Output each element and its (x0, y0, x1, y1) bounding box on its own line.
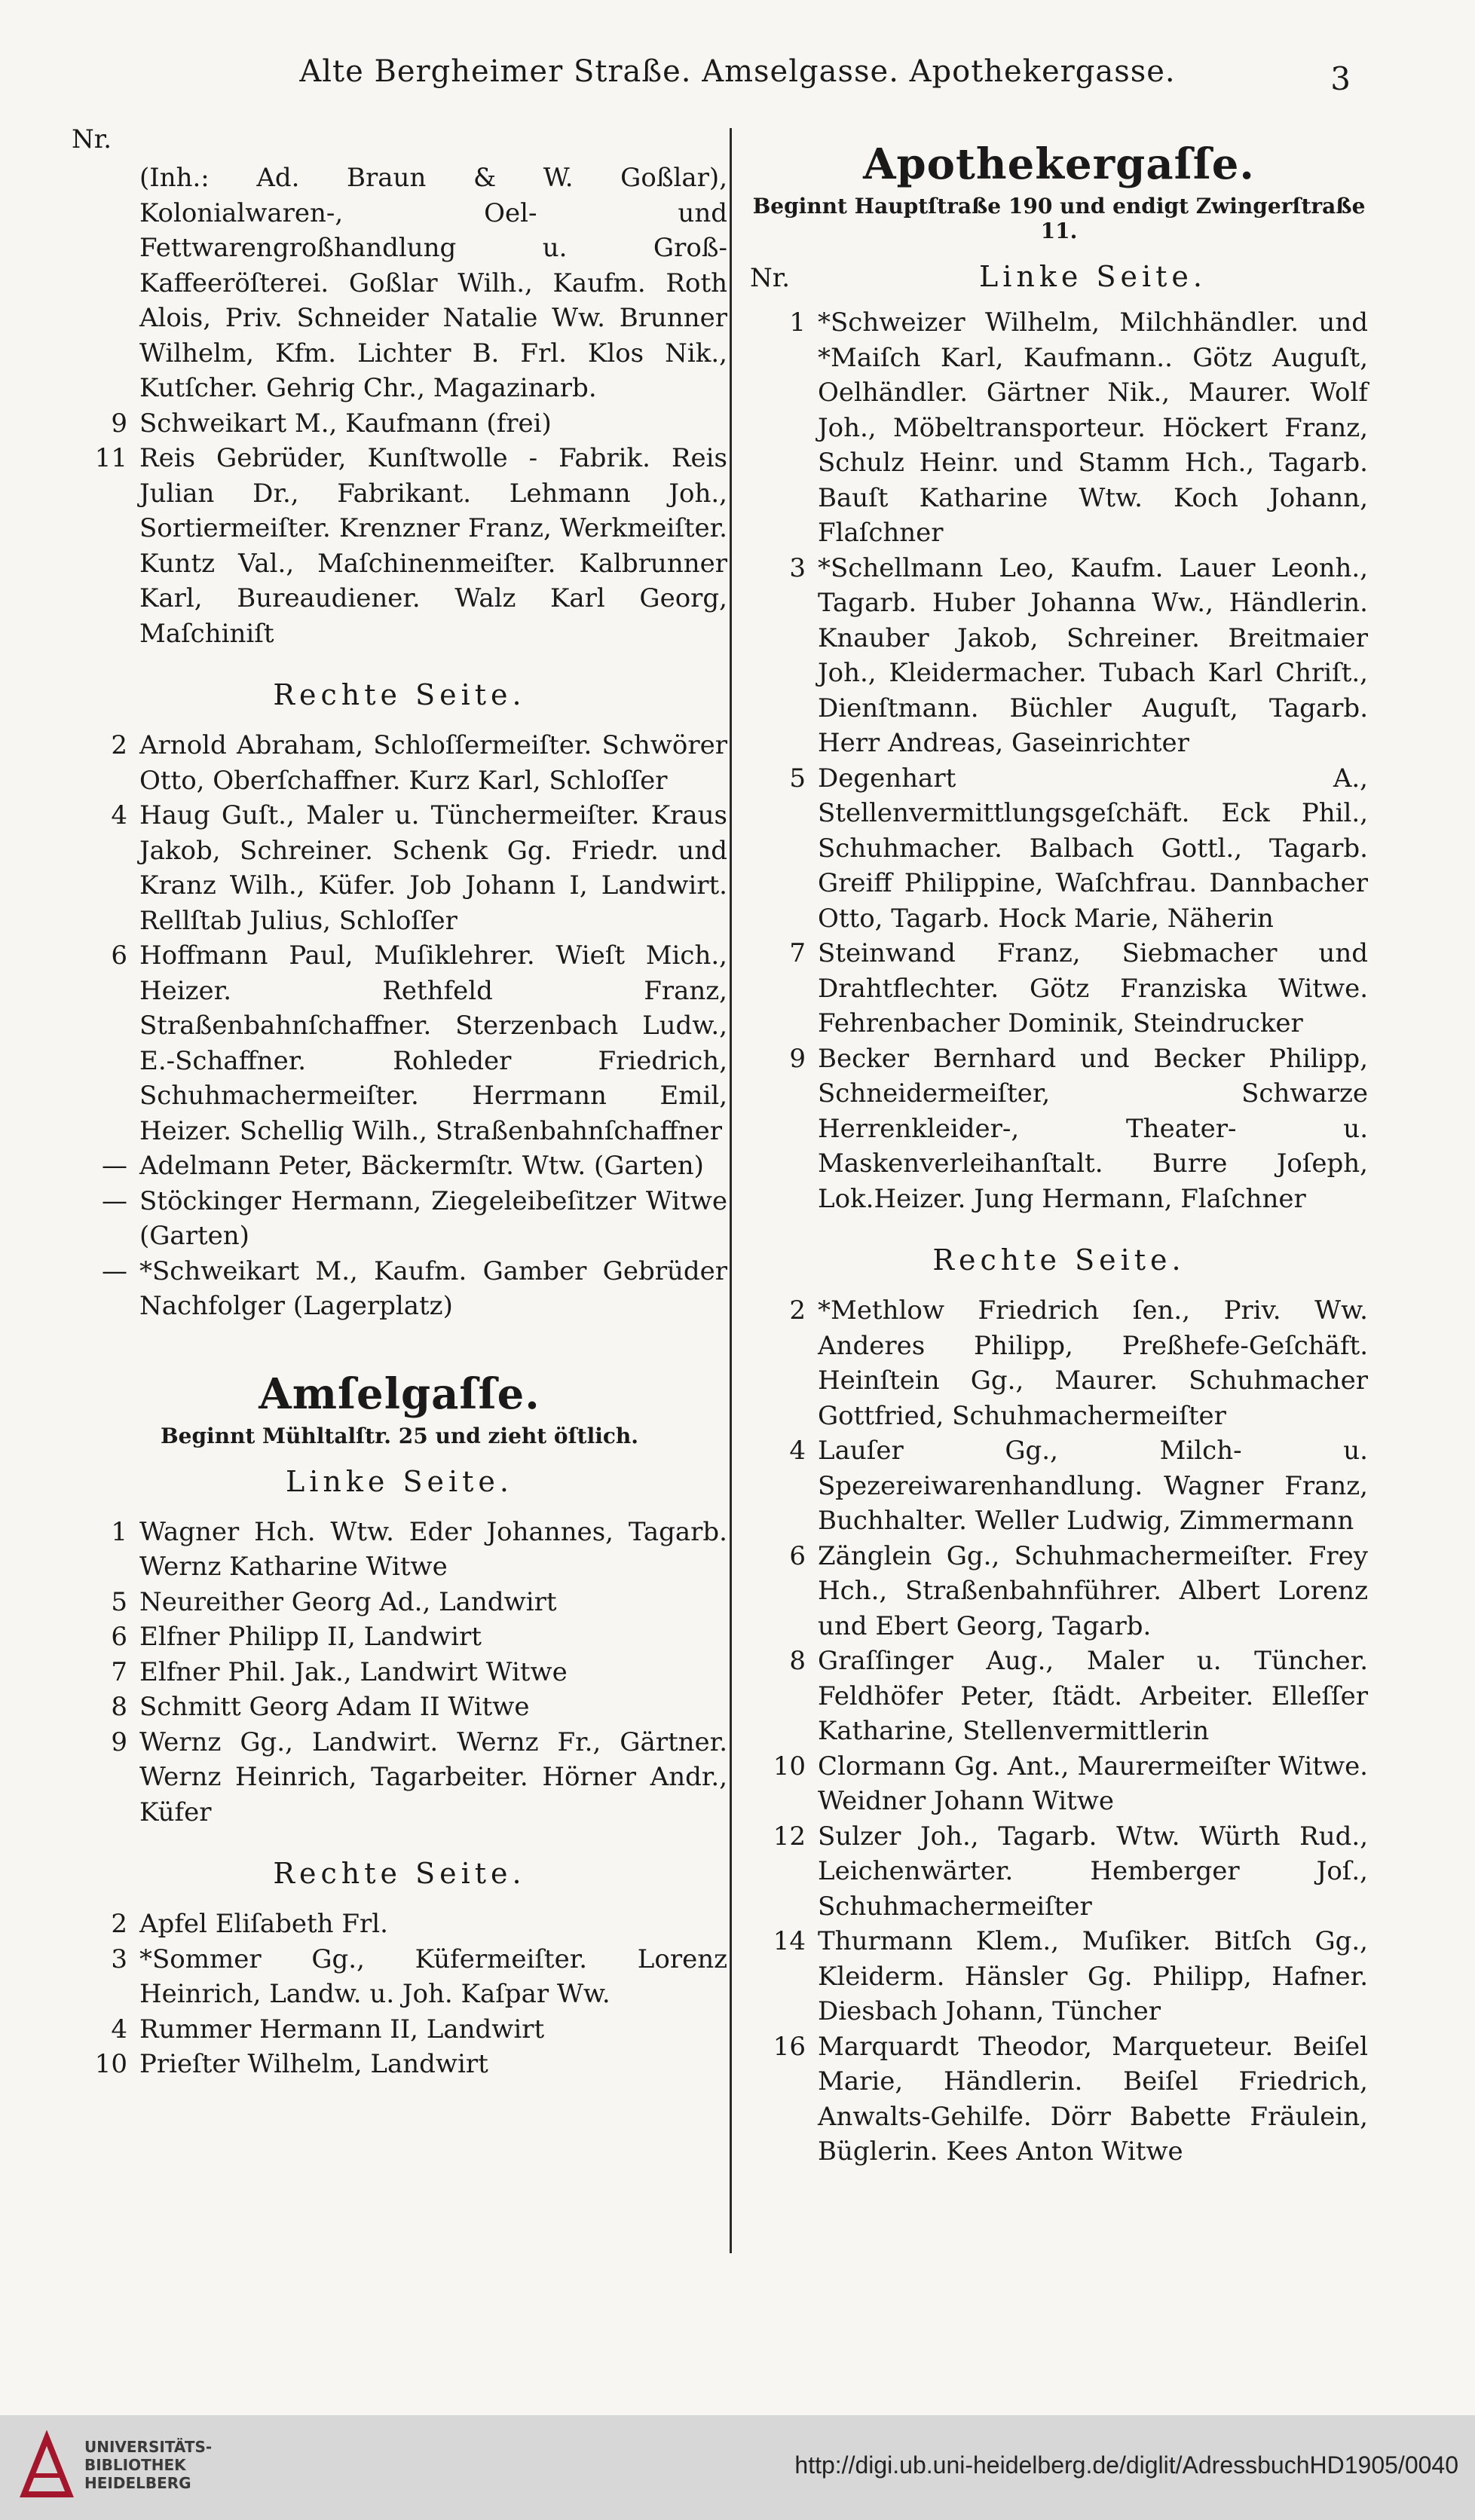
house-number: — (102, 1255, 127, 1286)
house-number: 4 (111, 2014, 127, 2044)
house-number: 2 (111, 730, 127, 760)
house-number: 7 (111, 1656, 127, 1687)
residents-text: Thurmann Klem., Muſiker. Bitſch Gg., Kleiderm. Hänsler Gg. Philipp, Hafner. Diesbach Johann, Tüncher (818, 1926, 1368, 2026)
library-seal-icon (17, 2430, 77, 2506)
house-number: 3 (789, 552, 806, 583)
house-number: 3 (111, 1944, 127, 1974)
address-entry (750, 2029, 1368, 2170)
rechte-seite-list (72, 728, 727, 1324)
column-divider (730, 128, 732, 2253)
address-entry (72, 1907, 727, 1942)
house-number: 2 (111, 1909, 127, 1939)
address-entry (750, 1819, 1368, 1925)
address-entry (72, 1585, 727, 1620)
residents-text: *Schweikart M., Kaufm. Gamber Gebrüder Nachfolger (Lagerplatz) (139, 1255, 727, 1321)
amselgasse-linke-heading: Linke Seite. (286, 1464, 513, 1498)
right-column (750, 124, 1368, 2170)
address-entry (72, 406, 727, 442)
residents-text: Graſſinger Aug., Maler u. Tüncher. Feldhöfer Peter, ſtädt. Arbeiter. Elleſſer Katharine, Stellenvermittlerin (818, 1646, 1368, 1746)
address-entry (72, 1515, 727, 1585)
rechte-seite-heading: Rechte Seite. (273, 678, 526, 711)
house-number (72, 161, 139, 406)
residents-text: Elfner Philipp II, Landwirt (139, 1622, 482, 1652)
residents-text: *Schweizer Wilhelm, Milchhändler. und *Maiſch Karl, Kaufmann.. Götz Auguſt, Oelhändler. Gärtner Nik., Maurer. Wolf Joh., Möbeltransporteur. Höckert Franz, Schulz Heinr. und Stamm Hch., Tagarb. Bauſt Katharine Wtw. Koch Johann, Flaſchner (818, 307, 1368, 548)
residents-text: Adelmann Peter, Bäckermſtr. Wtw. (Garten) (139, 1151, 704, 1181)
amselgasse-title: Amſelgaſſe. (259, 1369, 540, 1419)
apothekergasse-linke-list (750, 305, 1368, 1216)
house-number: 11 (94, 443, 127, 473)
address-entry (750, 551, 1368, 761)
address-entry (72, 1942, 727, 2012)
house-number: 9 (111, 408, 127, 439)
house-number: 6 (789, 1540, 806, 1571)
address-entry (750, 1539, 1368, 1644)
institution-line: BIBLIOTHEK (84, 2456, 186, 2474)
residents-text: Elfner Phil. Jak., Landwirt Witwe (139, 1656, 568, 1687)
apothekergasse-title: Apothekergaſſe. (863, 139, 1255, 189)
house-number: — (102, 1151, 127, 1181)
house-number: 6 (111, 1622, 127, 1652)
nr-label: Nr. (72, 124, 112, 154)
house-number: 1 (111, 1516, 127, 1547)
residents-text: Wagner Hch. Wtw. Eder Johannes, Tagarb. Wernz Katharine Witwe (139, 1516, 727, 1582)
nr-label: Nr. (750, 263, 791, 293)
address-entry (72, 798, 727, 938)
continuation-list (72, 161, 727, 651)
house-number: 4 (111, 800, 127, 830)
residents-text: Clormann Gg. Ant., Maurermeiſter Witwe. Weidner Johann Witwe (818, 1751, 1368, 1816)
residents-text: Apfel Eliſabeth Frl. (139, 1909, 388, 1939)
apothekergasse-subtitle: Beginnt Hauptſtraße 190 und endigt Zwingerſtraße 11. (752, 194, 1366, 243)
residents-text: Schmitt Georg Adam II Witwe (139, 1692, 530, 1722)
residents-text: Sulzer Joh., Tagarb. Wtw. Würth Rud., Leichenwärter. Hemberger Joſ., Schuhmachermeiſter (818, 1821, 1368, 1922)
residents-text: Arnold Abraham, Schloſſermeiſter. Schwörer Otto, Oberſchaffner. Kurz Karl, Schloſſer (139, 730, 727, 796)
house-number: — (102, 1185, 127, 1216)
apothekergasse-rechte-list (750, 1293, 1368, 2170)
address-entry (750, 1293, 1368, 1433)
residents-text: *Methlow Friedrich ſen., Priv. Ww. Anderes Philipp, Preßhefe-Geſchäft. Heinſtein Gg., Maurer. Schuhmacher Gottfried, Schuhmachermeiſter (818, 1295, 1368, 1431)
residents-text: Marquardt Theodor, Marqueteur. Beiſel Marie, Händlerin. Beiſel Friedrich, Anwalts-Gehilfe. Dörr Babette Fräulein, Büglerin. Kees Anton Witwe (818, 2031, 1368, 2167)
address-entry (750, 1433, 1368, 1539)
amselgasse-rechte-heading: Rechte Seite. (273, 1857, 526, 1890)
house-number: 1 (789, 307, 806, 338)
address-entry (72, 441, 727, 651)
address-entry (72, 2047, 727, 2082)
apo-linke-heading: Linke Seite. (979, 260, 1207, 293)
residents-text: Neureither Georg Ad., Landwirt (139, 1586, 557, 1617)
page-number: 3 (1330, 60, 1351, 97)
address-entry (750, 1924, 1368, 2029)
residents-text: Becker Bernhard und Becker Philipp, Schneidermeiſter, Schwarze Herrenkleider-, Theater- u. Maskenverleihanſtalt. Burre Joſeph, Lok.Heizer. Jung Hermann, Flaſchner (818, 1043, 1368, 1214)
house-number: 5 (111, 1586, 127, 1617)
house-number: 10 (773, 1751, 806, 1781)
apo-rechte-heading: Rechte Seite. (932, 1243, 1186, 1277)
institution-name (84, 2438, 212, 2492)
amselgasse-subtitle: Beginnt Mühltalſtr. 25 und zieht öſtlich. (160, 1423, 639, 1448)
amselgasse-rechte-list (72, 1907, 727, 2082)
running-header (0, 45, 1475, 98)
address-entry (72, 1690, 727, 1725)
residents-text: Steinwand Franz, Siebmacher und Drahtflechter. Götz Franziska Witwe. Fehrenbacher Dominik, Steindrucker (818, 938, 1368, 1038)
address-entry (72, 1148, 727, 1184)
house-number: 10 (94, 2049, 127, 2079)
house-number: 12 (773, 1821, 806, 1852)
residents-text: *Schellmann Leo, Kaufm. Lauer Leonh., Tagarb. Huber Johanna Ww., Händlerin. Knauber Jakob, Schreiner. Breitmaier Joh., Kleidermacher. Tubach Karl Chriſt., Dienſtmann. Büchler Auguſt, Tagarb. Herr Andreas, Gaseinrichter (818, 552, 1368, 758)
address-entry (750, 1644, 1368, 1749)
address-entry (750, 1041, 1368, 1217)
residents-text: Reis Gebrüder, Kunſtwolle - Fabrik. Reis Julian Dr., Fabrikant. Lehmann Joh., Sortiermeiſter. Krenzner Franz, Werkmeiſter. Kuntz Val., Maſchinenmeiſter. Kalbrunner Karl, Bureaudiener. Walz Karl Georg, Maſchiniſt (139, 443, 727, 649)
address-entry (72, 2012, 727, 2048)
residents-text: Stöckinger Hermann, Ziegeleibeſitzer Witwe (Garten) (139, 1185, 727, 1251)
residents-text: Zänglein Gg., Schuhmachermeiſter. Frey Hch., Straßenbahnführer. Albert Lorenz und Ebert Georg, Tagarb. (818, 1540, 1368, 1641)
house-number: 4 (789, 1436, 806, 1466)
residents-text: *Sommer Gg., Küfermeiſter. Lorenz Heinrich, Landw. u. Joh. Kaſpar Ww. (139, 1944, 727, 2009)
address-entry (72, 1655, 727, 1690)
house-number: 8 (789, 1646, 806, 1676)
linke-seite-row (750, 260, 1368, 293)
amselgasse-linke-list (72, 1515, 727, 1830)
address-entry (750, 1749, 1368, 1819)
residents-text: Haug Guſt., Maler u. Tünchermeiſter. Kraus Jakob, Schreiner. Schenk Gg. Friedr. und Kranz Wilh., Küfer. Job Johann I, Landwirt. Rellſtab Julius, Schloſſer (139, 800, 727, 936)
house-number: 8 (111, 1692, 127, 1722)
address-entry (72, 1725, 727, 1830)
house-number: 2 (789, 1295, 806, 1326)
residents-text: Schweikart M., Kaufmann (frei) (139, 408, 552, 439)
house-number: 16 (773, 2031, 806, 2062)
address-entry (72, 938, 727, 1148)
residents-text: Prieſter Wilhelm, Landwirt (139, 2049, 488, 2079)
house-number: 14 (773, 1926, 806, 1956)
address-entry (72, 1619, 727, 1655)
house-number: 9 (111, 1726, 127, 1757)
house-number: 5 (789, 763, 806, 794)
residents-text: Degenhart A., Stellenvermittlungsgeſchäft. Eck Phil., Schuhmacher. Balbach Gottl., Tagarb. Greiff Philippine, Waſchfrau. Dannbacher Otto, Tagarb. Hock Marie, Näherin (818, 763, 1368, 934)
house-number: 7 (789, 938, 806, 968)
residents-text: Wernz Gg., Landwirt. Wernz Fr., Gärtner. Wernz Heinrich, Tagarbeiter. Hörner Andr., Küfer (139, 1726, 727, 1827)
address-entry (750, 761, 1368, 937)
page-title: Alte Bergheimer Straße. Amselgasse. Apothekergasse. (299, 54, 1176, 89)
address-entry (72, 1184, 727, 1254)
source-url[interactable]: http://digi.ub.uni-heidelberg.de/diglit/AdressbuchHD1905/0040 (794, 2451, 1458, 2479)
residents-text: Hoffmann Paul, Muſiklehrer. Wieſt Mich., Heizer. Rethfeld Franz, Straßenbahnſchaffner. Sterzenbach Ludw., E.-Schaffner. Rohleder Friedrich, Schuhmachermeiſter. Herrmann Emil, Heizer. Schellig Wilh., Straßenbahnſchaffner (139, 940, 727, 1146)
left-column (72, 124, 727, 2082)
institution-line: UNIVERSITÄTS- (84, 2438, 213, 2456)
address-entry (72, 728, 727, 798)
institution-line: HEIDELBERG (84, 2474, 191, 2492)
residents-text: Lauſer Gg., Milch- u. Spezereiwarenhandlung. Wagner Franz, Buchhalter. Weller Ludwig, Zimmermann (818, 1436, 1368, 1536)
residents-text: Rummer Hermann II, Landwirt (139, 2014, 545, 2044)
address-entry (750, 305, 1368, 551)
house-number: 6 (111, 940, 127, 971)
address-entry (72, 1254, 727, 1324)
address-entry (72, 161, 727, 406)
address-entry (750, 936, 1368, 1041)
house-number: 9 (789, 1043, 806, 1074)
footer-bar (0, 2415, 1475, 2520)
residents-text: (Inh.: Ad. Braun & W. Goßlar), Kolonialwaren-, Oel- und Fettwarengroßhandlung u. Groß-Kaffeeröſterei. Goßlar Wilh., Kaufm. Roth Alois, Priv. Schneider Natalie Ww. Brunner Wilhelm, Kfm. Lichter B. Frl. Klos Nik., Kutſcher. Gehrig Chr., Magazinarb. (139, 163, 727, 403)
